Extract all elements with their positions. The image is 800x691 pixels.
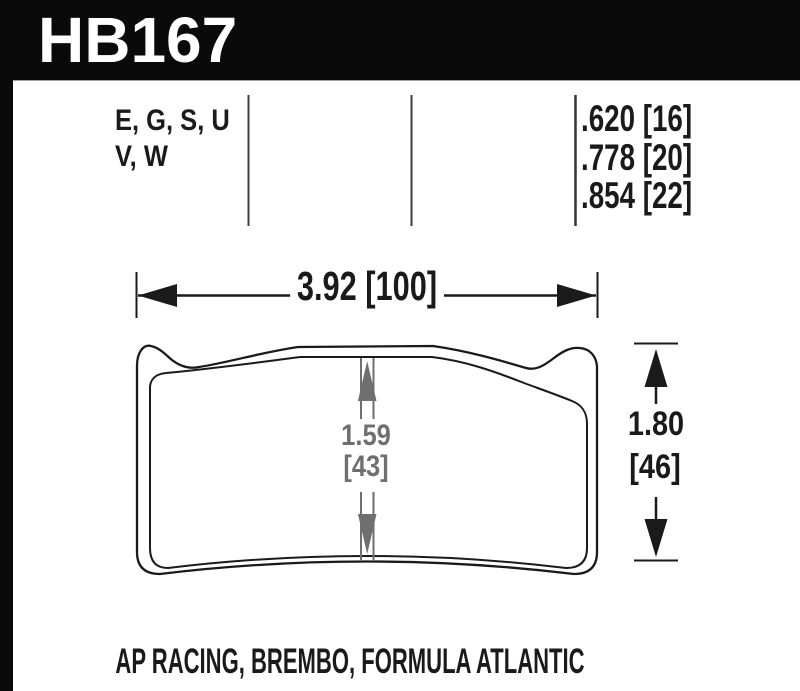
overall-height-inch-label: 1.80	[627, 405, 685, 443]
pad-thickness-row: .778 [20]	[581, 136, 693, 178]
overall-height-mm-label: [46]	[629, 448, 681, 486]
compound-codes-line2: V, W	[115, 140, 168, 173]
pad-thickness-row: .620 [16]	[581, 98, 693, 139]
applications-caption: AP RACING, BREMBO, FORMULA ATLANTIC	[115, 642, 585, 681]
overall-height-up-arrowhead-icon	[645, 349, 668, 387]
friction-height-inch-label: 1.59	[341, 419, 391, 452]
width-dim-left-arrowhead-icon	[138, 284, 177, 307]
width-dim-right-arrowhead-icon	[557, 284, 596, 307]
part-number-label: HB167	[38, 4, 238, 76]
overall-width-dimension-label: 3.92 [100]	[290, 266, 444, 307]
left-black-strip	[0, 0, 13, 691]
overall-height-down-arrowhead-icon	[645, 519, 668, 557]
compound-codes-line1: E, G, S, U	[115, 104, 230, 137]
pad-thickness-row: .854 [22]	[581, 175, 693, 216]
pad-thickness-list	[581, 100, 692, 216]
compound-codes	[115, 103, 230, 175]
friction-height-mm-label: [43]	[343, 450, 389, 483]
